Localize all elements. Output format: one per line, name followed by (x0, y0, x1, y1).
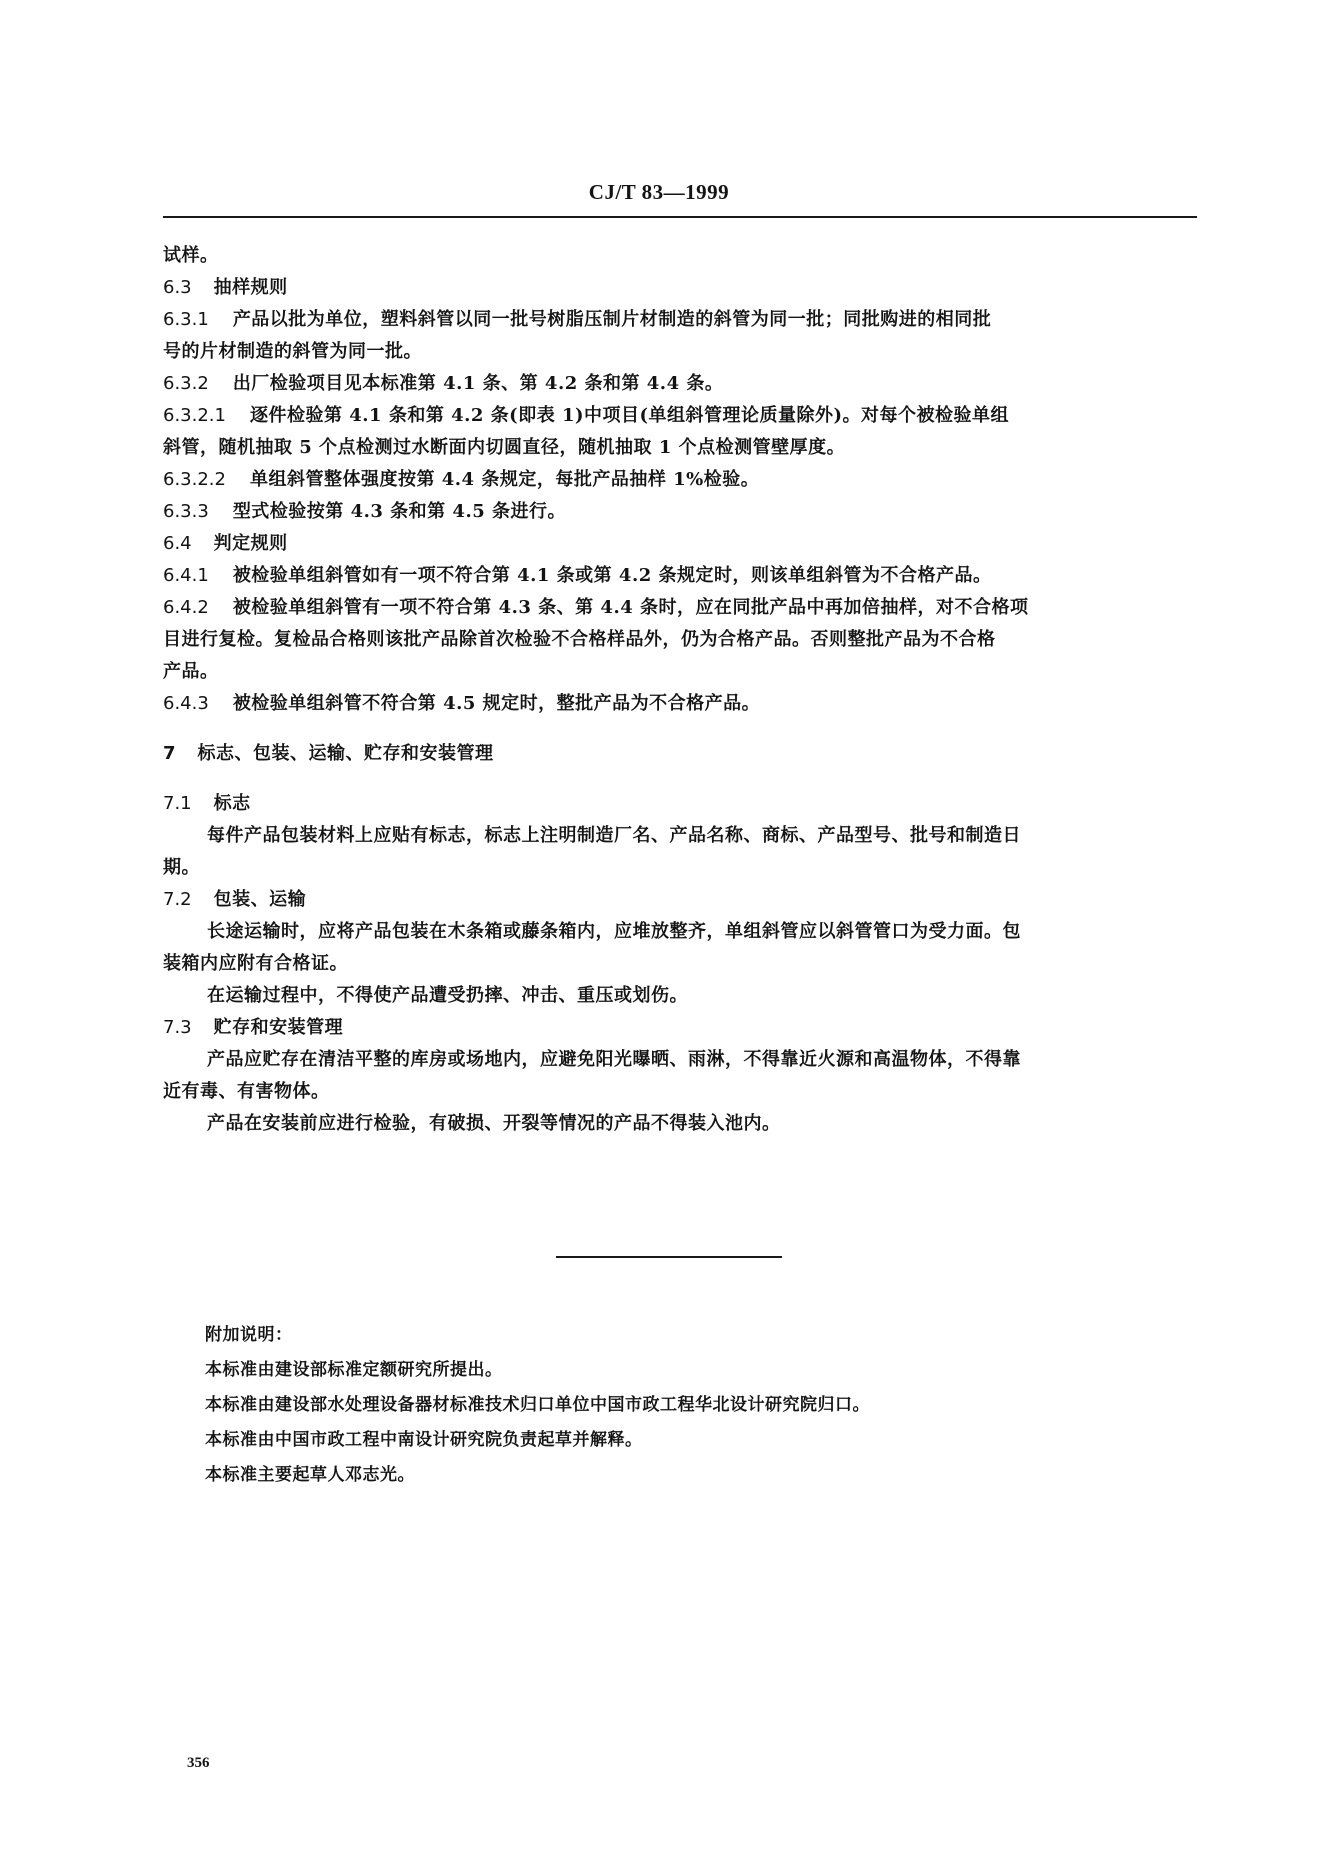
header-rule (163, 216, 1197, 218)
section-title: 判定规则 (213, 533, 288, 554)
body-content (163, 240, 1203, 1140)
section-7-3-line-3: 产品在安装前应进行检验，有破损、开裂等情况的产品不得装入池内。 (207, 1113, 781, 1134)
clause-6-3-1-line-1: 6.3.1 产品以批为单位，塑料斜管以同一批号树脂压制片材制造的斜管为同一批；同批购进的相同批 (163, 304, 1203, 336)
chapter-7 (163, 738, 1203, 770)
clause-number: 6.4.3 (163, 693, 209, 714)
clause-6-3-2-1-line-1: 6.3.2.1 逐件检验第 4.1 条和第 4.2 条(即表 1)中项目(单组斜管理论质量除外)。对每个被检验单组 (163, 400, 1203, 432)
note-item: 本标准主要起草人邓志光。 (205, 1465, 415, 1485)
clause-6-3-1-line-2: 号的片材制造的斜管为同一批。 (163, 341, 422, 362)
spacer (163, 720, 1203, 738)
additional-notes (205, 1318, 1165, 1493)
notes-title: 附加说明： (205, 1325, 293, 1345)
note-item: 本标准由建设部标准定额研究所提出。 (205, 1360, 503, 1380)
standard-code-header: CJ/T 83—1999 (588, 180, 730, 204)
section-7-3-line-2: 近有毒、有害物体。 (163, 1081, 330, 1102)
section-title: 标志 (213, 793, 251, 814)
clause-number: 6.3.1 (163, 309, 209, 330)
clause-number: 6.4.2 (163, 597, 209, 618)
clause-6-4-2-line-1: 6.4.2 被检验单组斜管有一项不符合第 4.3 条、第 4.4 条时，应在同批产品中再加倍抽样，对不合格项 (163, 592, 1203, 624)
section-7-2 (163, 884, 1203, 916)
section-number: 7.2 (163, 889, 192, 910)
clause-number: 6.3.2.2 (163, 469, 226, 490)
section-number: 6.4 (163, 533, 192, 554)
clause-6-4-2-line-2: 目进行复检。复检品合格则该批产品除首次检验不合格样品外，仍为合格产品。否则整批产品为不合格 (163, 629, 996, 650)
section-6-4 (163, 528, 1203, 560)
end-of-text-rule (556, 1256, 782, 1258)
section-7-1-line-1: 每件产品包装材料上应贴有标志，标志上注明制造厂名、产品名称、商标、产品型号、批号和制造日 (207, 825, 1021, 846)
clause-6-4-2-line-3: 产品。 (163, 661, 219, 682)
clause-6-4-3: 6.4.3 被检验单组斜管不符合第 4.5 规定时，整批产品为不合格产品。 (163, 688, 1203, 720)
chapter-title: 标志、包装、运输、贮存和安装管理 (197, 743, 494, 764)
section-number: 6.3 (163, 277, 192, 298)
note-item: 本标准由中国市政工程中南设计研究院负责起草并解释。 (205, 1430, 643, 1450)
section-7-1 (163, 788, 1203, 820)
paragraph-continuation: 试样。 (163, 245, 219, 266)
clause-6-3-3: 6.3.3 型式检验按第 4.3 条和第 4.5 条进行。 (163, 496, 1203, 528)
section-7-2-line-1: 长途运输时，应将产品包装在木条箱或藤条箱内，应堆放整齐，单组斜管应以斜管管口为受力面。包 (207, 921, 1021, 942)
clause-number: 6.4.1 (163, 565, 209, 586)
section-6-3 (163, 272, 1203, 304)
clause-6-3-2-2: 6.3.2.2 单组斜管整体强度按第 4.4 条规定，每批产品抽样 1%检验。 (163, 464, 1203, 496)
clause-6-3-2-1-line-2: 斜管，随机抽取 5 个点检测过水断面内切圆直径，随机抽取 1 个点检测管壁厚度。 (163, 437, 846, 458)
page-number: 356 (187, 1755, 210, 1771)
clause-number: 6.3.3 (163, 501, 209, 522)
clause-6-4-1: 6.4.1 被检验单组斜管如有一项不符合第 4.1 条或第 4.2 条规定时，则该单组斜管为不合格产品。 (163, 560, 1203, 592)
note-item: 本标准由建设部水处理设备器材标准技术归口单位中国市政工程华北设计研究院归口。 (205, 1395, 870, 1415)
section-number: 7.3 (163, 1017, 192, 1038)
clause-number: 6.3.2.1 (163, 405, 226, 426)
section-7-3-line-1: 产品应贮存在清洁平整的库房或场地内，应避免阳光曝晒、雨淋，不得靠近火源和高温物体，不得靠 (207, 1049, 1021, 1070)
section-7-2-line-2: 装箱内应附有合格证。 (163, 953, 348, 974)
chapter-number: 7 (163, 743, 176, 764)
clause-number: 6.3.2 (163, 373, 209, 394)
section-title: 包装、运输 (213, 889, 307, 910)
spacer (163, 770, 1203, 788)
clause-6-3-2: 6.3.2 出厂检验项目见本标准第 4.1 条、第 4.2 条和第 4.4 条。 (163, 368, 1203, 400)
section-title: 贮存和安装管理 (213, 1017, 344, 1038)
section-number: 7.1 (163, 793, 192, 814)
section-7-2-line-3: 在运输过程中，不得使产品遭受扔摔、冲击、重压或划伤。 (207, 985, 688, 1006)
section-7-3 (163, 1012, 1203, 1044)
section-title: 抽样规则 (213, 277, 288, 298)
section-7-1-line-2: 期。 (163, 857, 200, 878)
